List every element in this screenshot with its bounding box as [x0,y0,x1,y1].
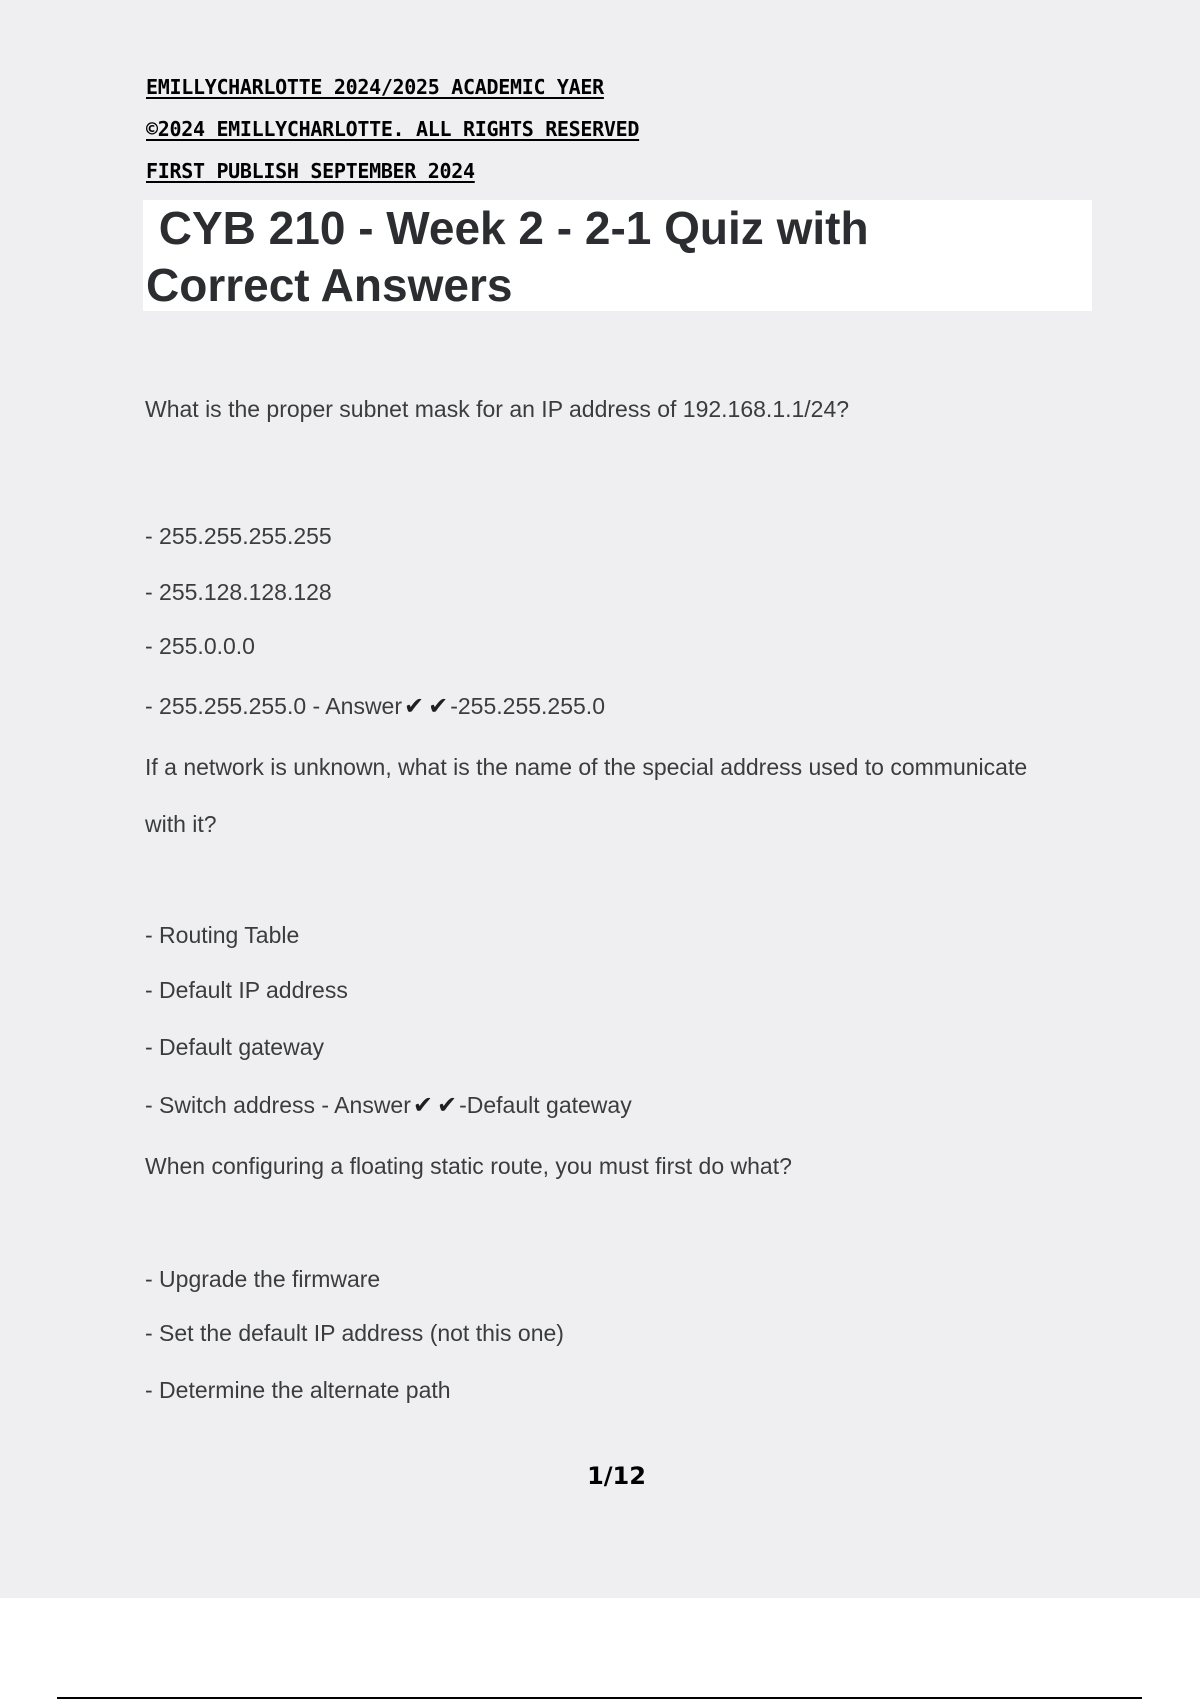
page-divider [57,1697,1142,1699]
question-3-text: When configuring a floating static route, you must first do what? [145,1153,792,1179]
title-box [143,200,1092,311]
header-copyright: ©2024 EMILLYCHARLOTTE. ALL RIGHTS RESERVED [146,117,640,141]
check-icon: ✔ [437,1091,458,1119]
question-2-text-line-1: If a network is unknown, what is the name of the special address used to communicate [145,754,1028,780]
header-first-publish: FIRST PUBLISH SEPTEMBER 2024 [146,159,475,183]
question-2-option-4-with-answer [145,1091,632,1119]
question-2-answer: -Default gateway [459,1092,632,1118]
check-icon: ✔ [412,1091,433,1119]
question-1-answer-prefix: - Answer [306,693,403,719]
header-academic-year: EMILLYCHARLOTTE 2024/2025 ACADEMIC YAER [146,75,604,99]
question-2-option-2: - Default IP address [145,977,348,1003]
question-1-option-4-with-answer [145,692,605,720]
question-3-option-2: - Set the default IP address (not this one) [145,1320,564,1346]
title-line-2: Correct Answers [146,259,513,311]
question-1-text: What is the proper subnet mask for an IP address of 192.168.1.1/24? [145,396,850,422]
title-line-1: CYB 210 - Week 2 - 2-1 Quiz with [146,202,869,254]
question-1-option-4: - 255.255.255.0 [145,693,307,719]
question-3-option-3: - Determine the alternate path [145,1377,451,1403]
question-3-option-1: - Upgrade the firmware [145,1266,381,1292]
check-icon: ✔ [404,692,425,720]
question-2-option-1: - Routing Table [145,922,300,948]
question-1-answer: -255.255.255.0 [450,693,605,719]
question-2-answer-prefix: - Answer [315,1092,411,1118]
question-2-text-line-2: with it? [145,811,217,837]
question-1-option-2: - 255.128.128.128 [145,579,332,605]
check-icon: ✔ [428,692,449,720]
question-1-option-1: - 255.255.255.255 [145,523,332,549]
document-title [146,200,1086,314]
page-number: 1/12 [587,1462,646,1490]
question-1-option-3: - 255.0.0.0 [145,633,255,659]
question-2-option-3: - Default gateway [145,1034,324,1060]
question-2-option-4: - Switch address [145,1092,316,1118]
